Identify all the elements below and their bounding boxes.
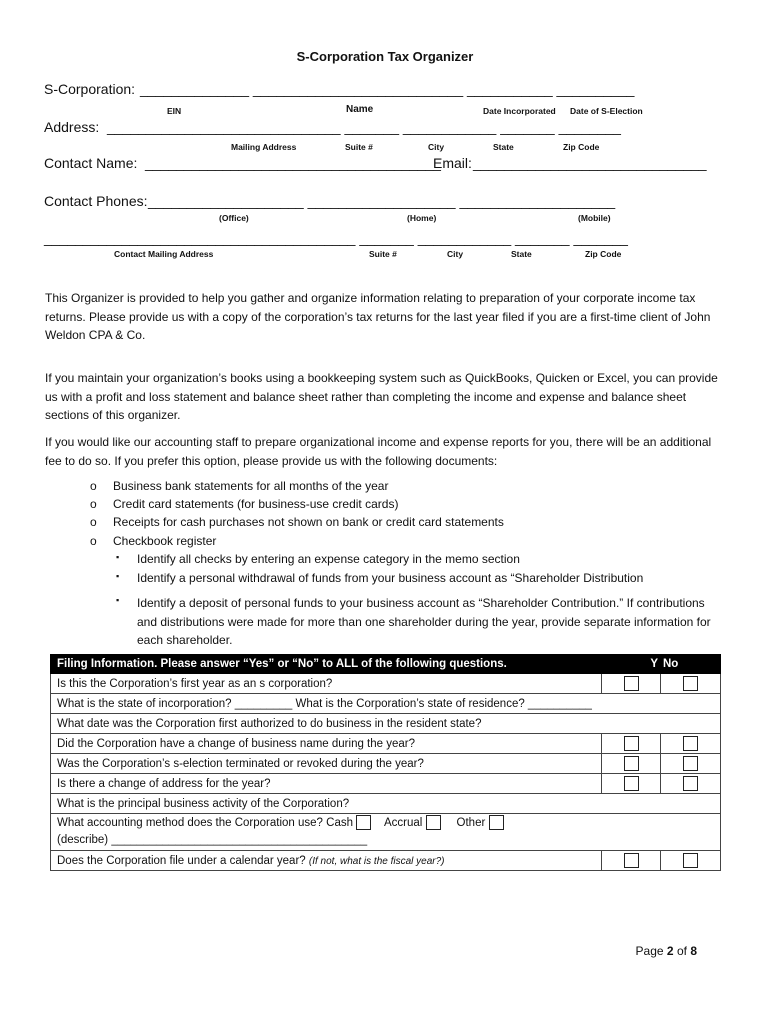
staff-paragraph: If you would like our accounting staff to prepare organizational income and expense reports for you, there will be an additional fee to do so. If you prefer this option, please provide us with the following documents:	[45, 435, 712, 468]
caption-mailing-address: Mailing Address	[231, 142, 297, 152]
address-line[interactable]: ______________________________ _______ ____________ _______ ________	[107, 119, 621, 135]
yes-column-header: Y	[602, 655, 661, 674]
name-change-yes-checkbox[interactable]	[624, 736, 639, 751]
first-year-yes-checkbox[interactable]	[624, 676, 639, 691]
caption-ein: EIN	[167, 106, 182, 116]
caption-city: City	[428, 142, 445, 152]
table-row	[51, 714, 721, 734]
list-item: Checkbook register	[113, 534, 217, 548]
table-row	[51, 774, 721, 794]
scorp-label: S-Corporation:	[44, 81, 136, 97]
page-of: of	[676, 944, 687, 958]
caption-state: State	[493, 142, 514, 152]
question-s-election: Was the Corporation’s s-election terminated or revoked during the year?	[51, 754, 602, 774]
question-address-change: Is there a change of address for the year?	[51, 774, 602, 794]
caption-mobile: (Mobile)	[578, 213, 611, 223]
table-row	[51, 851, 721, 871]
contact-name-line[interactable]: ______________________________________	[145, 155, 441, 171]
other-label: Other	[456, 817, 486, 829]
sub-list-marker: ▪	[116, 595, 120, 605]
fiscal-year-note: (If not, what is the fiscal year?)	[308, 855, 445, 867]
address-change-yes-checkbox[interactable]	[624, 776, 639, 791]
sub-list-marker: ▪	[116, 552, 120, 562]
table-row	[51, 674, 721, 694]
list-marker: o	[90, 534, 97, 548]
accrual-label: Accrual	[383, 817, 423, 829]
list-item: Credit card statements (for business-use credit cards)	[113, 497, 399, 511]
question-authorized-date[interactable]: What date was the Corporation first authorized to do business in the resident state?	[51, 714, 721, 734]
list-marker: o	[90, 515, 97, 529]
address-label: Address:	[44, 119, 100, 135]
email-line[interactable]: ______________________________	[473, 155, 707, 171]
page-current: 2	[666, 944, 674, 958]
list-item: Receipts for cash purchases not shown on bank or credit card statements	[113, 515, 504, 529]
no-column-header: No	[661, 655, 721, 674]
name-change-no-checkbox[interactable]	[683, 736, 698, 751]
contact-name-label: Contact Name:	[44, 155, 138, 171]
calendar-year-yes-checkbox[interactable]	[624, 853, 639, 868]
sub-list-item: Identify all checks by entering an expense category in the memo section	[137, 552, 520, 566]
caption-zip-2: Zip Code	[585, 249, 622, 259]
contact-phones-label: Contact Phones:	[44, 193, 148, 209]
list-marker: o	[90, 479, 97, 493]
page-prefix: Page	[635, 944, 664, 958]
sub-list-marker: ▪	[116, 571, 120, 581]
calendar-year-no-checkbox[interactable]	[683, 853, 698, 868]
question-accounting-method: What accounting method does the Corporation use? Cash	[57, 817, 353, 829]
sub-list-item: Identify a personal withdrawal of funds from your business account as “Shareholder Distribution	[137, 571, 644, 585]
cash-checkbox[interactable]	[356, 815, 371, 830]
caption-date-s-election: Date of S-Election	[570, 106, 643, 116]
contact-phones-line[interactable]: ____________________ ___________________ ____________________	[148, 193, 616, 209]
caption-city-2: City	[447, 249, 464, 259]
intro-paragraph: This Organizer is provided to help you gather and organize information relating to preparation of your corporate income tax returns. Please provide us with a copy of the corporation’s tax returns for the last year filed if you are a first-time client of John Weldon CPA & Co.	[45, 291, 711, 342]
first-year-no-checkbox[interactable]	[683, 676, 698, 691]
caption-home: (Home)	[407, 213, 437, 223]
table-row	[51, 734, 721, 754]
table-row	[51, 754, 721, 774]
contact-mailing-line[interactable]: ________________________________________ _______ ____________ _______ _______	[44, 230, 628, 246]
question-calendar-year: Does the Corporation file under a calendar year?	[57, 854, 306, 867]
describe-line[interactable]: (describe) ________________________________________	[57, 834, 368, 846]
email-label: Email:	[433, 155, 472, 171]
caption-office: (Office)	[219, 213, 249, 223]
filing-information-table	[50, 654, 721, 871]
list-item: Business bank statements for all months of the year	[113, 479, 389, 493]
question-state[interactable]: What is the state of incorporation? _________ What is the Corporation’s state of residence? __________	[51, 694, 721, 714]
bookkeeping-paragraph: If you maintain your organization’s books using a bookkeeping system such as QuickBooks, Quicken or Excel, you can provide us with a profit and loss statement and balance sheet rather than completing the income and expense and balance sheet sections of this organizer.	[45, 371, 718, 422]
question-first-year: Is this the Corporation’s first year as an s corporation?	[51, 674, 602, 694]
s-election-yes-checkbox[interactable]	[624, 756, 639, 771]
filing-header: Filing Information. Please answer “Yes” or “No” to ALL of the following questions.	[51, 655, 602, 674]
table-row	[51, 694, 721, 714]
table-row	[51, 794, 721, 814]
page-total: 8	[690, 944, 697, 958]
caption-suite: Suite #	[345, 142, 373, 152]
caption-zip: Zip Code	[563, 142, 600, 152]
caption-suite-2: Suite #	[369, 249, 397, 259]
s-election-no-checkbox[interactable]	[683, 756, 698, 771]
question-name-change: Did the Corporation have a change of business name during the year?	[51, 734, 602, 754]
question-business-activity[interactable]: What is the principal business activity of the Corporation?	[51, 794, 721, 814]
caption-contact-mailing: Contact Mailing Address	[114, 249, 214, 259]
page-number	[636, 944, 697, 958]
page-title: S-Corporation Tax Organizer	[296, 49, 474, 64]
table-row	[51, 814, 721, 851]
caption-name: Name	[346, 104, 374, 115]
list-marker: o	[90, 497, 97, 511]
address-change-no-checkbox[interactable]	[683, 776, 698, 791]
caption-date-incorporated: Date Incorporated	[483, 106, 556, 116]
scorp-line[interactable]: ______________ ___________________________ ___________ __________	[140, 81, 635, 97]
caption-state-2: State	[511, 249, 532, 259]
sub-list-item: Identify a deposit of personal funds to your business account as “Shareholder Contribution.” If contributions and distributions were made for more than one shareholder during the year, provide separate information for each shareholder.	[137, 596, 711, 647]
other-checkbox[interactable]	[489, 815, 504, 830]
accrual-checkbox[interactable]	[426, 815, 441, 830]
